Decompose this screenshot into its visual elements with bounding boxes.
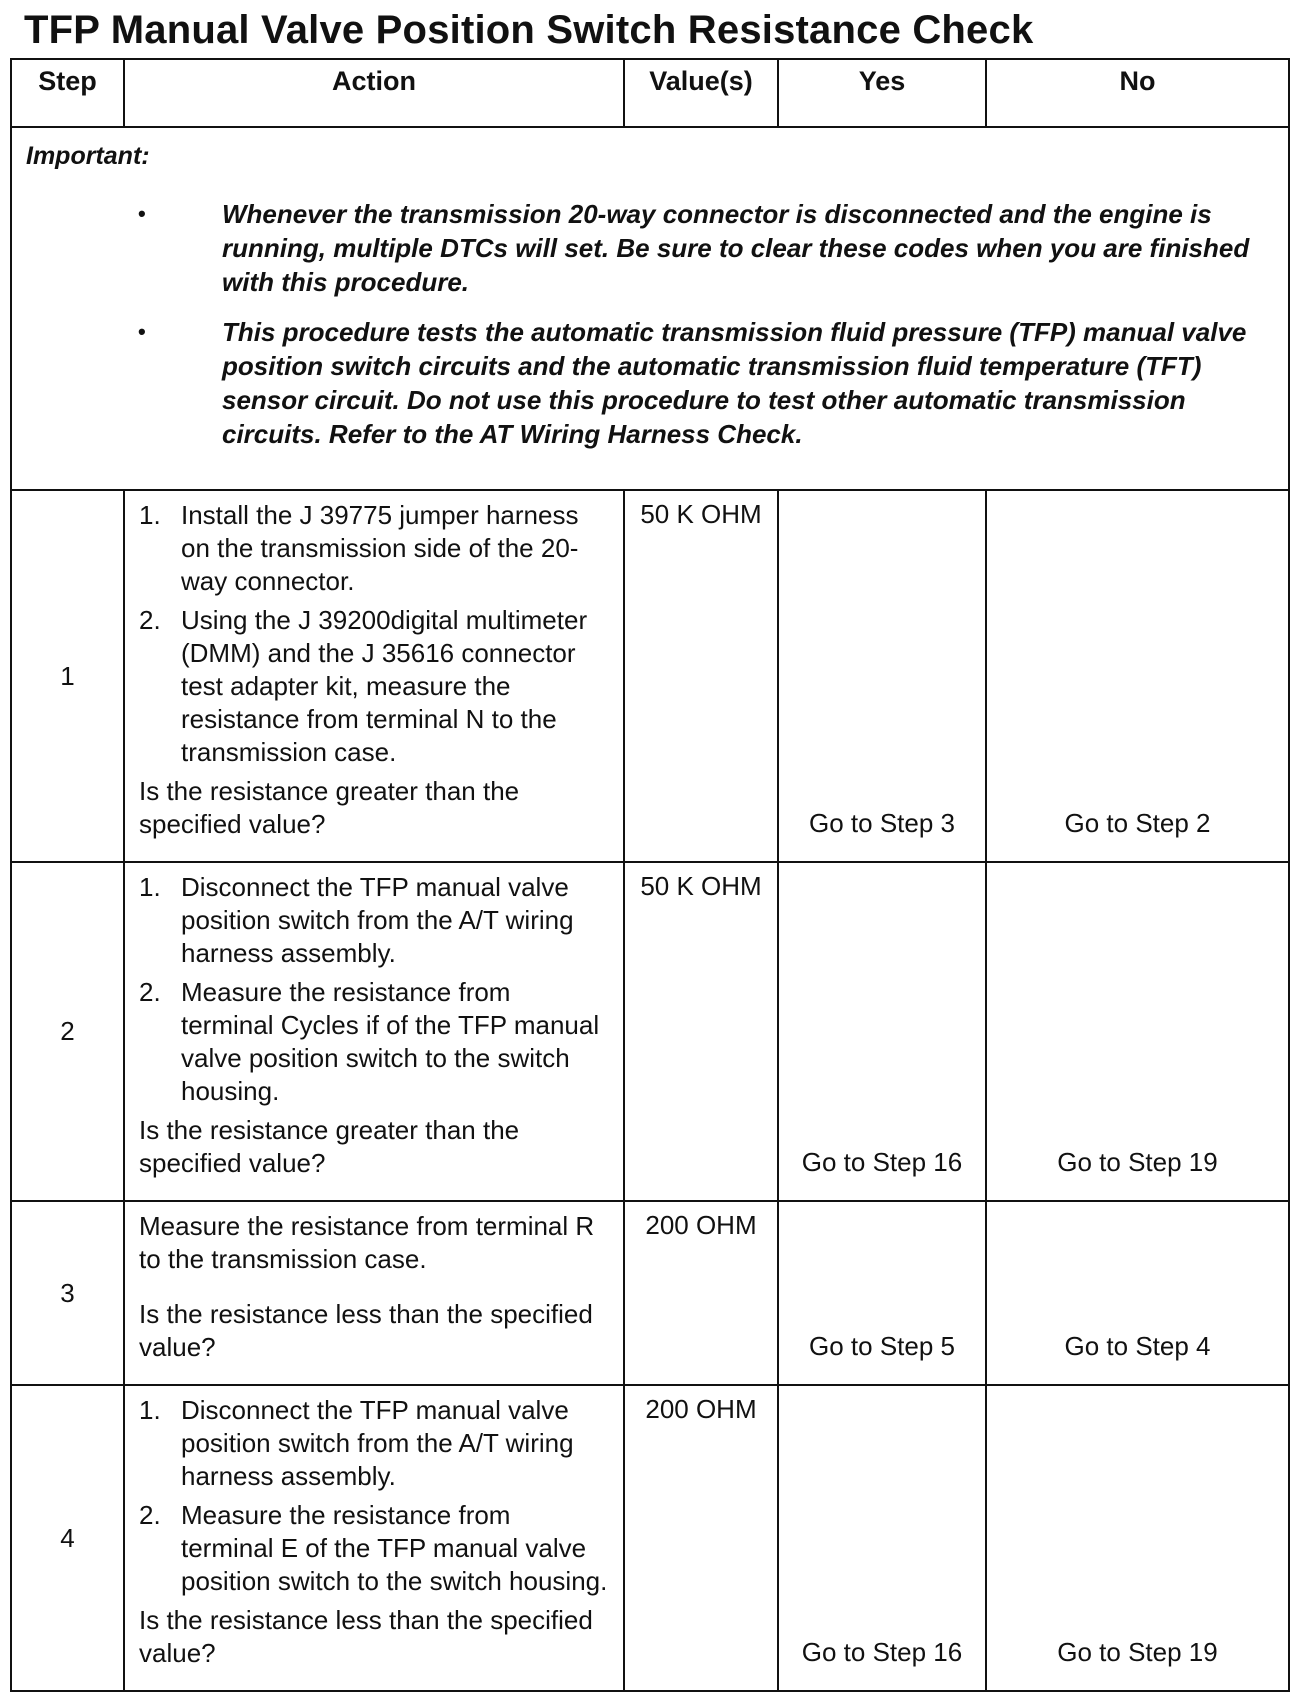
important-note [11, 127, 1289, 490]
action-text: Using the J 39200digital multimeter (DMM) and the J 35616 connector test adapter kit, measure the resistance from terminal N to the transmission case. [181, 605, 588, 767]
step-index: 1. [139, 872, 161, 902]
action-step [139, 604, 609, 769]
action-step [139, 1394, 609, 1493]
important-heading: Important: [26, 142, 150, 170]
value-cell: 200 OHM [624, 1201, 778, 1385]
no-cell [986, 1385, 1289, 1691]
action-cell [124, 490, 624, 862]
no-cell [986, 1201, 1289, 1385]
action-step [139, 499, 609, 598]
yes-cell [778, 862, 986, 1201]
step-number: 2 [11, 862, 124, 1201]
table-row [11, 1385, 1289, 1691]
important-item [26, 197, 1274, 299]
action-text: Measure the resistance from terminal Cycles if of the TFP manual valve position switch to the switch housing. [181, 977, 600, 1106]
important-text: Whenever the transmission 20-way connector is disconnected and the engine is running, multiple DTCs will set. Be sure to clear these codes when you are finished with this procedure. [222, 199, 1250, 297]
action-cell [124, 862, 624, 1201]
action-step [139, 976, 609, 1108]
bullet-icon: • [138, 201, 146, 226]
value-cell: 50 K OHM [624, 862, 778, 1201]
no-cell [986, 490, 1289, 862]
step-index: 1. [139, 1395, 161, 1425]
important-item [26, 315, 1274, 451]
table-row [11, 862, 1289, 1201]
header-step: Step [11, 59, 124, 127]
action-cell [124, 1385, 624, 1691]
action-text: Disconnect the TFP manual valve position switch from the A/T wiring harness assembly. [181, 872, 574, 968]
action-text: Disconnect the TFP manual valve position switch from the A/T wiring harness assembly. [181, 1395, 574, 1491]
step-index: 1. [139, 500, 161, 530]
header-no: No [986, 59, 1289, 127]
yes-goto: Go to Step 5 [809, 1331, 955, 1361]
action-step [139, 871, 609, 970]
action-text: Install the J 39775 jumper harness on the transmission side of the 20-way connector. [181, 500, 579, 596]
action-steps [139, 499, 609, 769]
procedure-table [10, 58, 1290, 1692]
header-action: Action [124, 59, 624, 127]
action-question: Is the resistance greater than the specified value? [139, 776, 520, 839]
step-number: 3 [11, 1201, 124, 1385]
important-row [11, 127, 1289, 490]
no-goto: Go to Step 2 [1064, 808, 1211, 838]
header-yes: Yes [778, 59, 986, 127]
page-title: TFP Manual Valve Position Switch Resistance Check [24, 8, 1034, 52]
value-cell: 50 K OHM [624, 490, 778, 862]
action-question: Is the resistance greater than the specified value? [139, 1115, 520, 1178]
action-text: Measure the resistance from terminal E of the TFP manual valve position switch to the switch housing. [181, 1500, 608, 1596]
action-cell [124, 1201, 624, 1385]
step-index: 2. [139, 1500, 161, 1530]
no-goto: Go to Step 19 [1057, 1147, 1218, 1177]
yes-goto: Go to Step 16 [801, 1147, 963, 1177]
action-text: Measure the resistance from terminal R to the transmission case. [139, 1211, 595, 1274]
no-goto: Go to Step 19 [1057, 1637, 1218, 1667]
action-steps [139, 871, 609, 1108]
no-cell [986, 862, 1289, 1201]
table-row [11, 1201, 1289, 1385]
yes-goto: Go to Step 16 [801, 1637, 963, 1667]
value-cell: 200 OHM [624, 1385, 778, 1691]
step-number: 4 [11, 1385, 124, 1691]
yes-goto: Go to Step 3 [809, 808, 955, 838]
action-steps [139, 1394, 609, 1598]
important-list [26, 197, 1274, 451]
table-row [11, 490, 1289, 862]
yes-cell [778, 490, 986, 862]
step-index: 2. [139, 977, 161, 1007]
action-question: Is the resistance less than the specified value? [139, 1605, 593, 1668]
yes-cell [778, 1201, 986, 1385]
important-text: This procedure tests the automatic transmission fluid pressure (TFP) manual valve position switch circuits and the automatic transmission fluid temperature (TFT) sensor circuit. Do not use this procedure to test other automatic transmission circuits. Refer to the AT Wiring Harness Check. [222, 317, 1247, 449]
step-number: 1 [11, 490, 124, 862]
action-question: Is the resistance less than the specified value? [139, 1299, 593, 1362]
yes-cell [778, 1385, 986, 1691]
step-index: 2. [139, 605, 161, 635]
header-row [11, 59, 1289, 127]
header-values: Value(s) [624, 59, 778, 127]
action-step [139, 1499, 609, 1598]
no-goto: Go to Step 4 [1064, 1331, 1211, 1361]
bullet-icon: • [138, 319, 146, 344]
